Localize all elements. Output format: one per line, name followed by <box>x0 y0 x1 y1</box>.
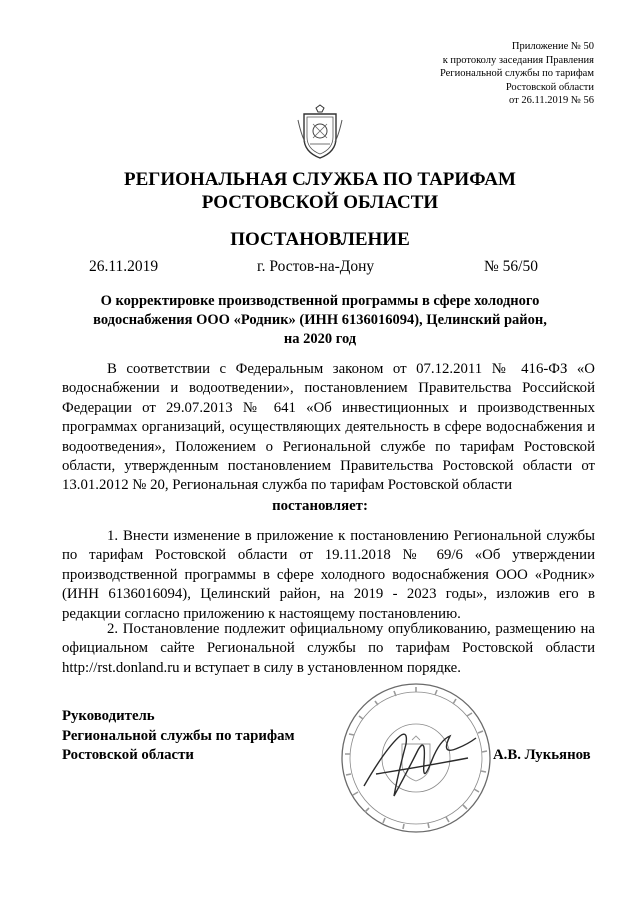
decides-heading: постановляет: <box>272 498 368 514</box>
coat-of-arms-icon <box>296 104 344 160</box>
title-line: водоснабжения ООО «Родник» (ИНН 6136016094), Целинский район, <box>93 312 547 328</box>
document-date: 26.11.2019 <box>89 258 159 275</box>
document-number: № 56/50 <box>484 258 538 275</box>
document-city: г. Ростов-на-Дону <box>257 258 375 275</box>
signatory-name: А.В. Лукьянов <box>493 747 591 763</box>
appendix-line: Приложение № 50 <box>511 41 594 52</box>
item-1-paragraph: 1. Внести изменение в приложение к постановлению Региональной службы по тарифам Ростовской области от 19.11.2018 № 69/6 «Об утверждении производственной программы в сфере холодного водоснабжения ООО «Родник» (ИНН 6136016094), Целинский район, на 2019 - 2023 годы», изложив его в редакции согласно приложению к настоящему постановлению. <box>62 528 595 622</box>
organization-name: РЕГИОНАЛЬНАЯ СЛУЖБА ПО ТАРИФАМ <box>124 169 516 190</box>
signatory-position-line: Ростовской области <box>62 747 194 763</box>
signatory-position <box>62 707 295 766</box>
signatory-position-line: Региональной службы по тарифам <box>62 727 295 744</box>
appendix-line: Региональной службы по тарифам <box>439 68 594 79</box>
appendix-line: от 26.11.2019 № 56 <box>509 95 594 106</box>
appendix-line: Ростовской области <box>505 81 594 93</box>
handwritten-signature-icon <box>364 734 476 796</box>
organization-region: РОСТОВСКОЙ ОБЛАСТИ <box>201 192 439 213</box>
title-line: О корректировке производственной программы в сфере холодного <box>100 293 540 309</box>
title-line: на 2020 год <box>283 331 357 347</box>
document-title <box>60 292 580 349</box>
official-seal-icon <box>336 678 496 838</box>
appendix-note <box>364 40 594 108</box>
signatory-position-line: Руководитель <box>62 708 155 724</box>
preamble-paragraph: В соответствии с Федеральным законом от 07.12.2011 № 416-ФЗ «О водоснабжении и водоотведении», постановлением Правительства Российской Федерации от 29.07.2013 № 641 «Об инвестиционных и производственных программах организаций, осуществляющих деятельность в сфере водоснабжения и водоотведения», Положением о Региональной службе по тарифам Ростовской области, утвержденным постановлением Правительства Ростовской области от 13.01.2012 № 20, Региональная служба по тарифам Ростовской области <box>62 361 595 494</box>
appendix-line: к протоколу заседания Правления <box>442 54 594 66</box>
item-2-paragraph: 2. Постановление подлежит официальному опубликованию, размещению на официальном сайте Региональной службы по тарифам Ростовской области http://rst.donland.ru и вступает в силу в установленном порядке. <box>62 621 595 676</box>
document-type: ПОСТАНОВЛЕНИЕ <box>230 229 410 250</box>
